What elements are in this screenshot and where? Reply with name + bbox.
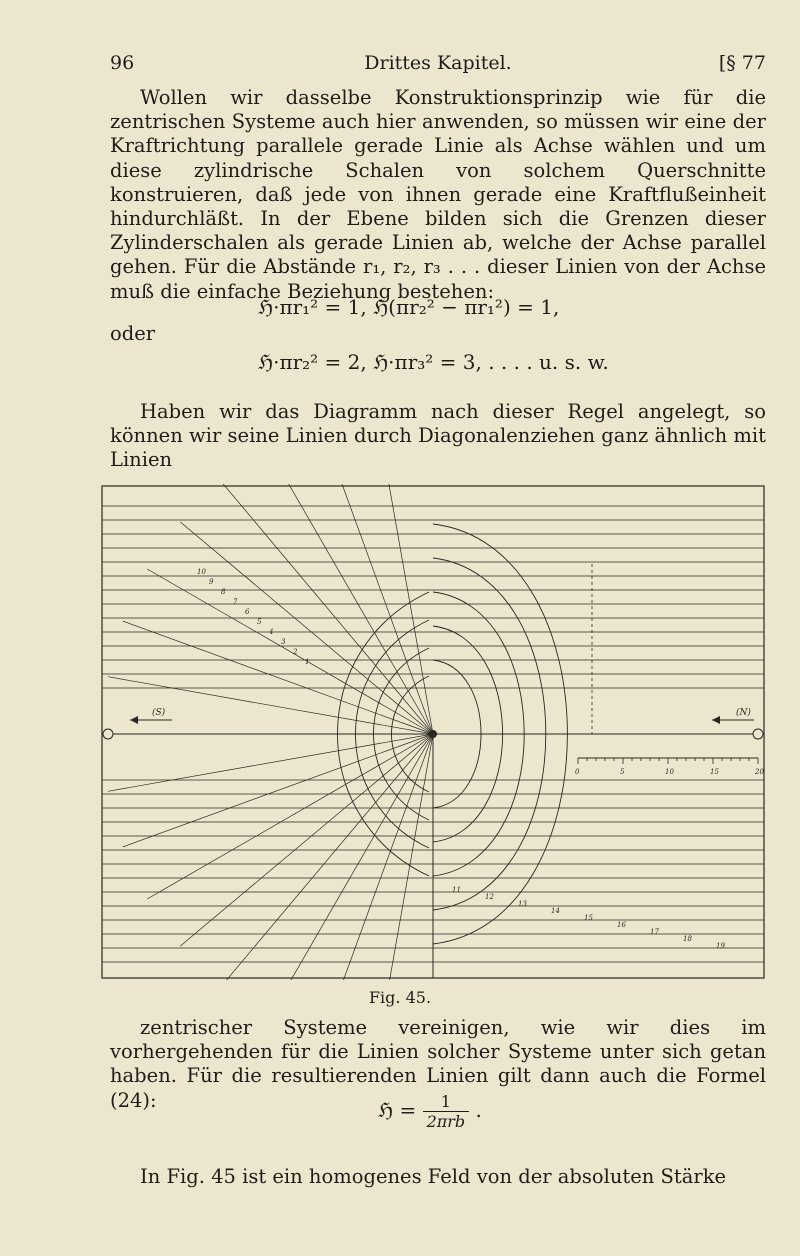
radial-line — [376, 734, 433, 980]
line-number-right: 18 — [683, 935, 692, 943]
radial-line — [320, 484, 433, 734]
line-number-right: 14 — [551, 907, 560, 915]
radial-line — [221, 484, 433, 734]
pole-label-left: (S) — [152, 708, 166, 718]
formula-block — [378, 1092, 482, 1131]
conductor-dot — [429, 730, 437, 738]
line-number-left: 2 — [293, 648, 298, 656]
figure-caption: Fig. 45. — [368, 988, 432, 1007]
scale-tick-label: 15 — [710, 768, 719, 776]
radial-line — [221, 734, 433, 980]
chapter-title: Drittes Kapitel. — [364, 52, 512, 74]
pole-arrowhead-right — [712, 716, 720, 724]
line-number-left: 8 — [221, 588, 226, 596]
line-number-right: 12 — [485, 893, 494, 901]
radial-line — [108, 734, 433, 791]
line-number-right: 11 — [452, 886, 461, 894]
scale-tick-label: 20 — [755, 768, 764, 776]
formula-fraction — [423, 1092, 470, 1131]
line-number-left: 1 — [305, 658, 310, 666]
formula-numerator: 1 — [423, 1092, 470, 1112]
paragraph-homogeneous-field: In Fig. 45 ist ein homogenes Feld von der absoluten Stärke — [140, 1165, 727, 1188]
line-number-right: 15 — [584, 914, 593, 922]
paragraph-diagram: Haben wir das Diagramm nach dieser Regel angelegt, so können wir seine Linien durch Diagonalenziehen ganz ähnlich mit Linien — [110, 400, 766, 472]
line-number-left: 5 — [257, 618, 262, 626]
line-number-left: 10 — [197, 568, 206, 576]
scale-tick-label: 0 — [575, 768, 580, 776]
running-header — [110, 52, 766, 78]
axis-end-right-icon — [753, 729, 763, 739]
formula-lhs: ℌ = — [378, 1098, 417, 1122]
equation-second: ℌ·πr₂² = 2, ℌ·πr₃² = 3, . . . . u. s. w. — [258, 350, 609, 374]
radial-line — [268, 484, 433, 734]
paragraph-construction: Wollen wir dasselbe Konstruktionsprinzip wie für die zentrischen Systeme auch hier anwenden, so müssen wir eine der Kraftrichtung parallele gerade Linie als Achse wählen und um diese zylindrische Schalen von solchem Querschnitte konstruieren, daß jede von ihnen gerade eine Kraftflußeinheit hindurchläßt. In der Ebene bilden sich die Grenzen dieser Zylinderschalen als gerade Linien ab, welche der Achse parallel gehen. Für die Abstände r₁, r₂, r₃ . . . dieser Linien von der Achse muß die einfache Beziehung bestehen: — [110, 86, 766, 303]
line-number-left: 9 — [209, 578, 214, 586]
radial-line — [147, 734, 433, 899]
line-number-left: 4 — [269, 628, 274, 636]
line-number-right: 17 — [650, 928, 659, 936]
line-number-right: 13 — [518, 900, 527, 908]
label-oder: oder — [110, 322, 156, 345]
axis-end-left-icon — [103, 729, 113, 739]
radial-line — [320, 734, 433, 980]
pole-label-right: (N) — [736, 708, 751, 718]
radial-line — [180, 522, 433, 734]
scale-tick-label: 10 — [665, 768, 674, 776]
page-number: 96 — [110, 52, 135, 74]
pole-arrowhead-left — [130, 716, 138, 724]
line-number-left: 3 — [281, 638, 286, 646]
radial-line — [147, 569, 433, 734]
section-marker: [§ 77 — [718, 52, 766, 74]
line-number-left: 7 — [233, 598, 238, 606]
scale-tick-label: 5 — [620, 768, 625, 776]
radial-line — [268, 734, 433, 980]
figure-field-diagram — [100, 484, 766, 980]
radial-line — [123, 621, 433, 734]
radial-line — [376, 484, 433, 734]
radial-line — [180, 734, 433, 946]
line-number-right: 16 — [617, 921, 626, 929]
formula-tail: . — [475, 1098, 482, 1122]
paragraph-resulting-lines: zentrischer Systeme vereinigen, wie wir dies im vorhergehenden für die Linien solcher Systeme unter sich getan haben. Für die resultierenden Linien gilt dann auch die Formel (24): — [110, 1016, 766, 1112]
line-number-left: 6 — [245, 608, 250, 616]
radial-line — [108, 677, 433, 734]
formula-denominator: 2πrb — [426, 1112, 466, 1131]
radial-line — [123, 734, 433, 847]
line-number-right: 19 — [716, 942, 725, 950]
equation-first: ℌ·πr₁² = 1, ℌ(πr₂² − πr₁²) = 1, — [258, 295, 560, 319]
